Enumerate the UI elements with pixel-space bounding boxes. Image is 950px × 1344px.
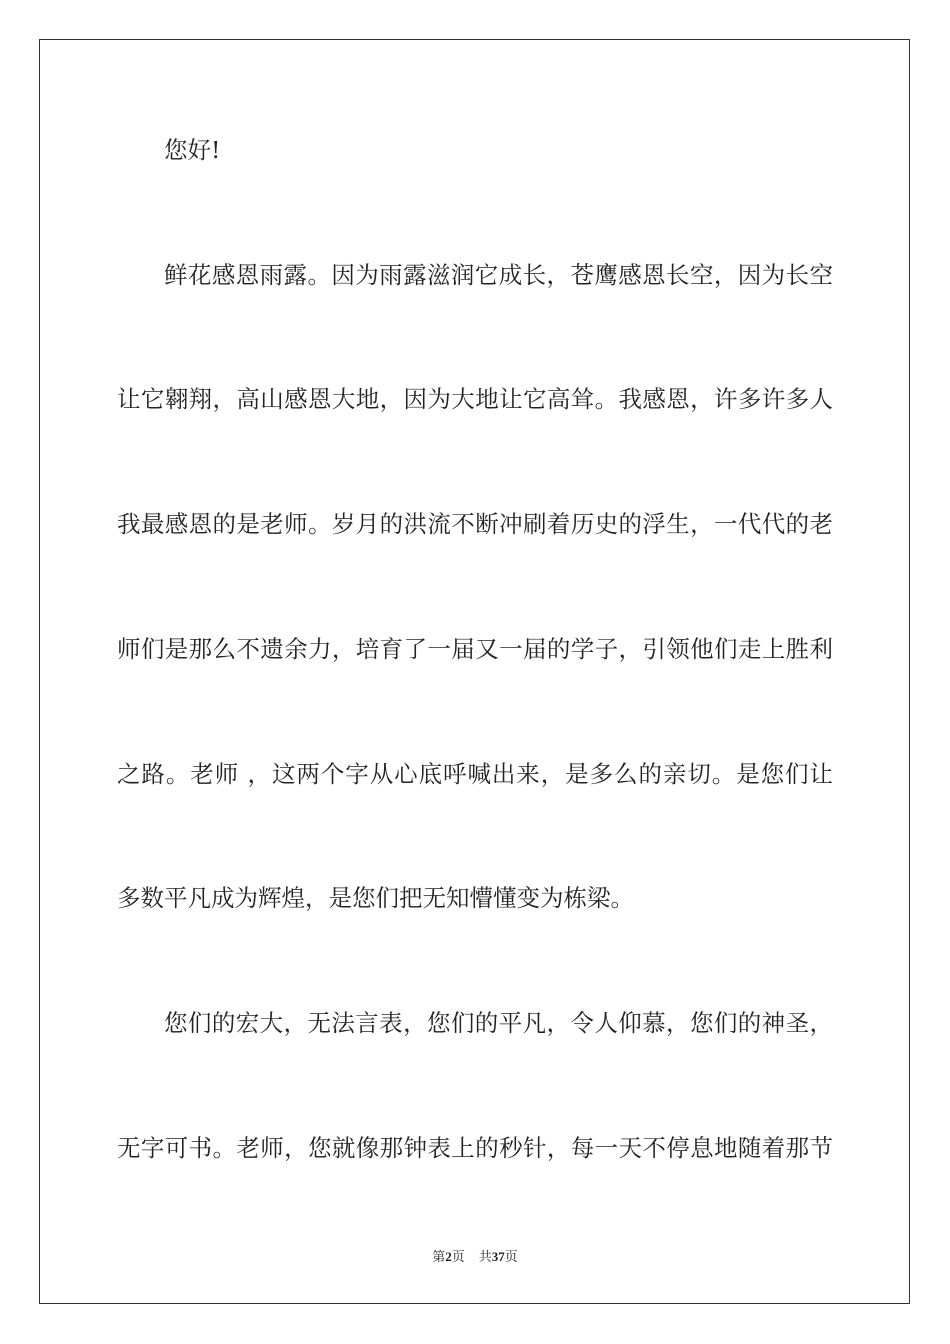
body-line-1: 鲜花感恩雨露。因为雨露滋润它成长，苍鹰感恩长空，因为长空 (164, 261, 833, 289)
total-prefix: 共 (478, 1249, 492, 1264)
salutation: 您好! (164, 136, 221, 164)
body-line-4: 师们是那么不遗余力，培育了一届又一届的学子，引领他们走上胜利 (117, 635, 833, 663)
body-line-6: 多数平凡成为辉煌，是您们把无知懵懂变为栋梁。 (117, 884, 634, 912)
page-number: 2 (445, 1249, 452, 1264)
page-suffix: 页 (451, 1249, 465, 1264)
page-footer (0, 1248, 950, 1266)
body-line-8: 无字可书。老师，您就像那钟表上的秒针，每一天不停息地随着那节 (117, 1134, 833, 1162)
body-line-2: 让它翱翔，高山感恩大地，因为大地让它高耸。我感恩，许多许多人 (117, 385, 833, 413)
total-pages: 37 (491, 1249, 505, 1264)
total-suffix: 页 (504, 1249, 518, 1264)
body-line-5: 之路。老师 ，这两个字从心底呼喊出来，是多么的亲切。是您们让 (117, 760, 833, 788)
page-prefix: 第 (432, 1249, 446, 1264)
body-line-3: 我最感恩的是老师。岁月的洪流不断冲刷着历史的浮生，一代代的老 (117, 510, 833, 538)
body-line-7: 您们的宏大，无法言表，您们的平凡，令人仰慕，您们的神圣， (164, 1009, 833, 1037)
page-border (39, 39, 910, 1304)
